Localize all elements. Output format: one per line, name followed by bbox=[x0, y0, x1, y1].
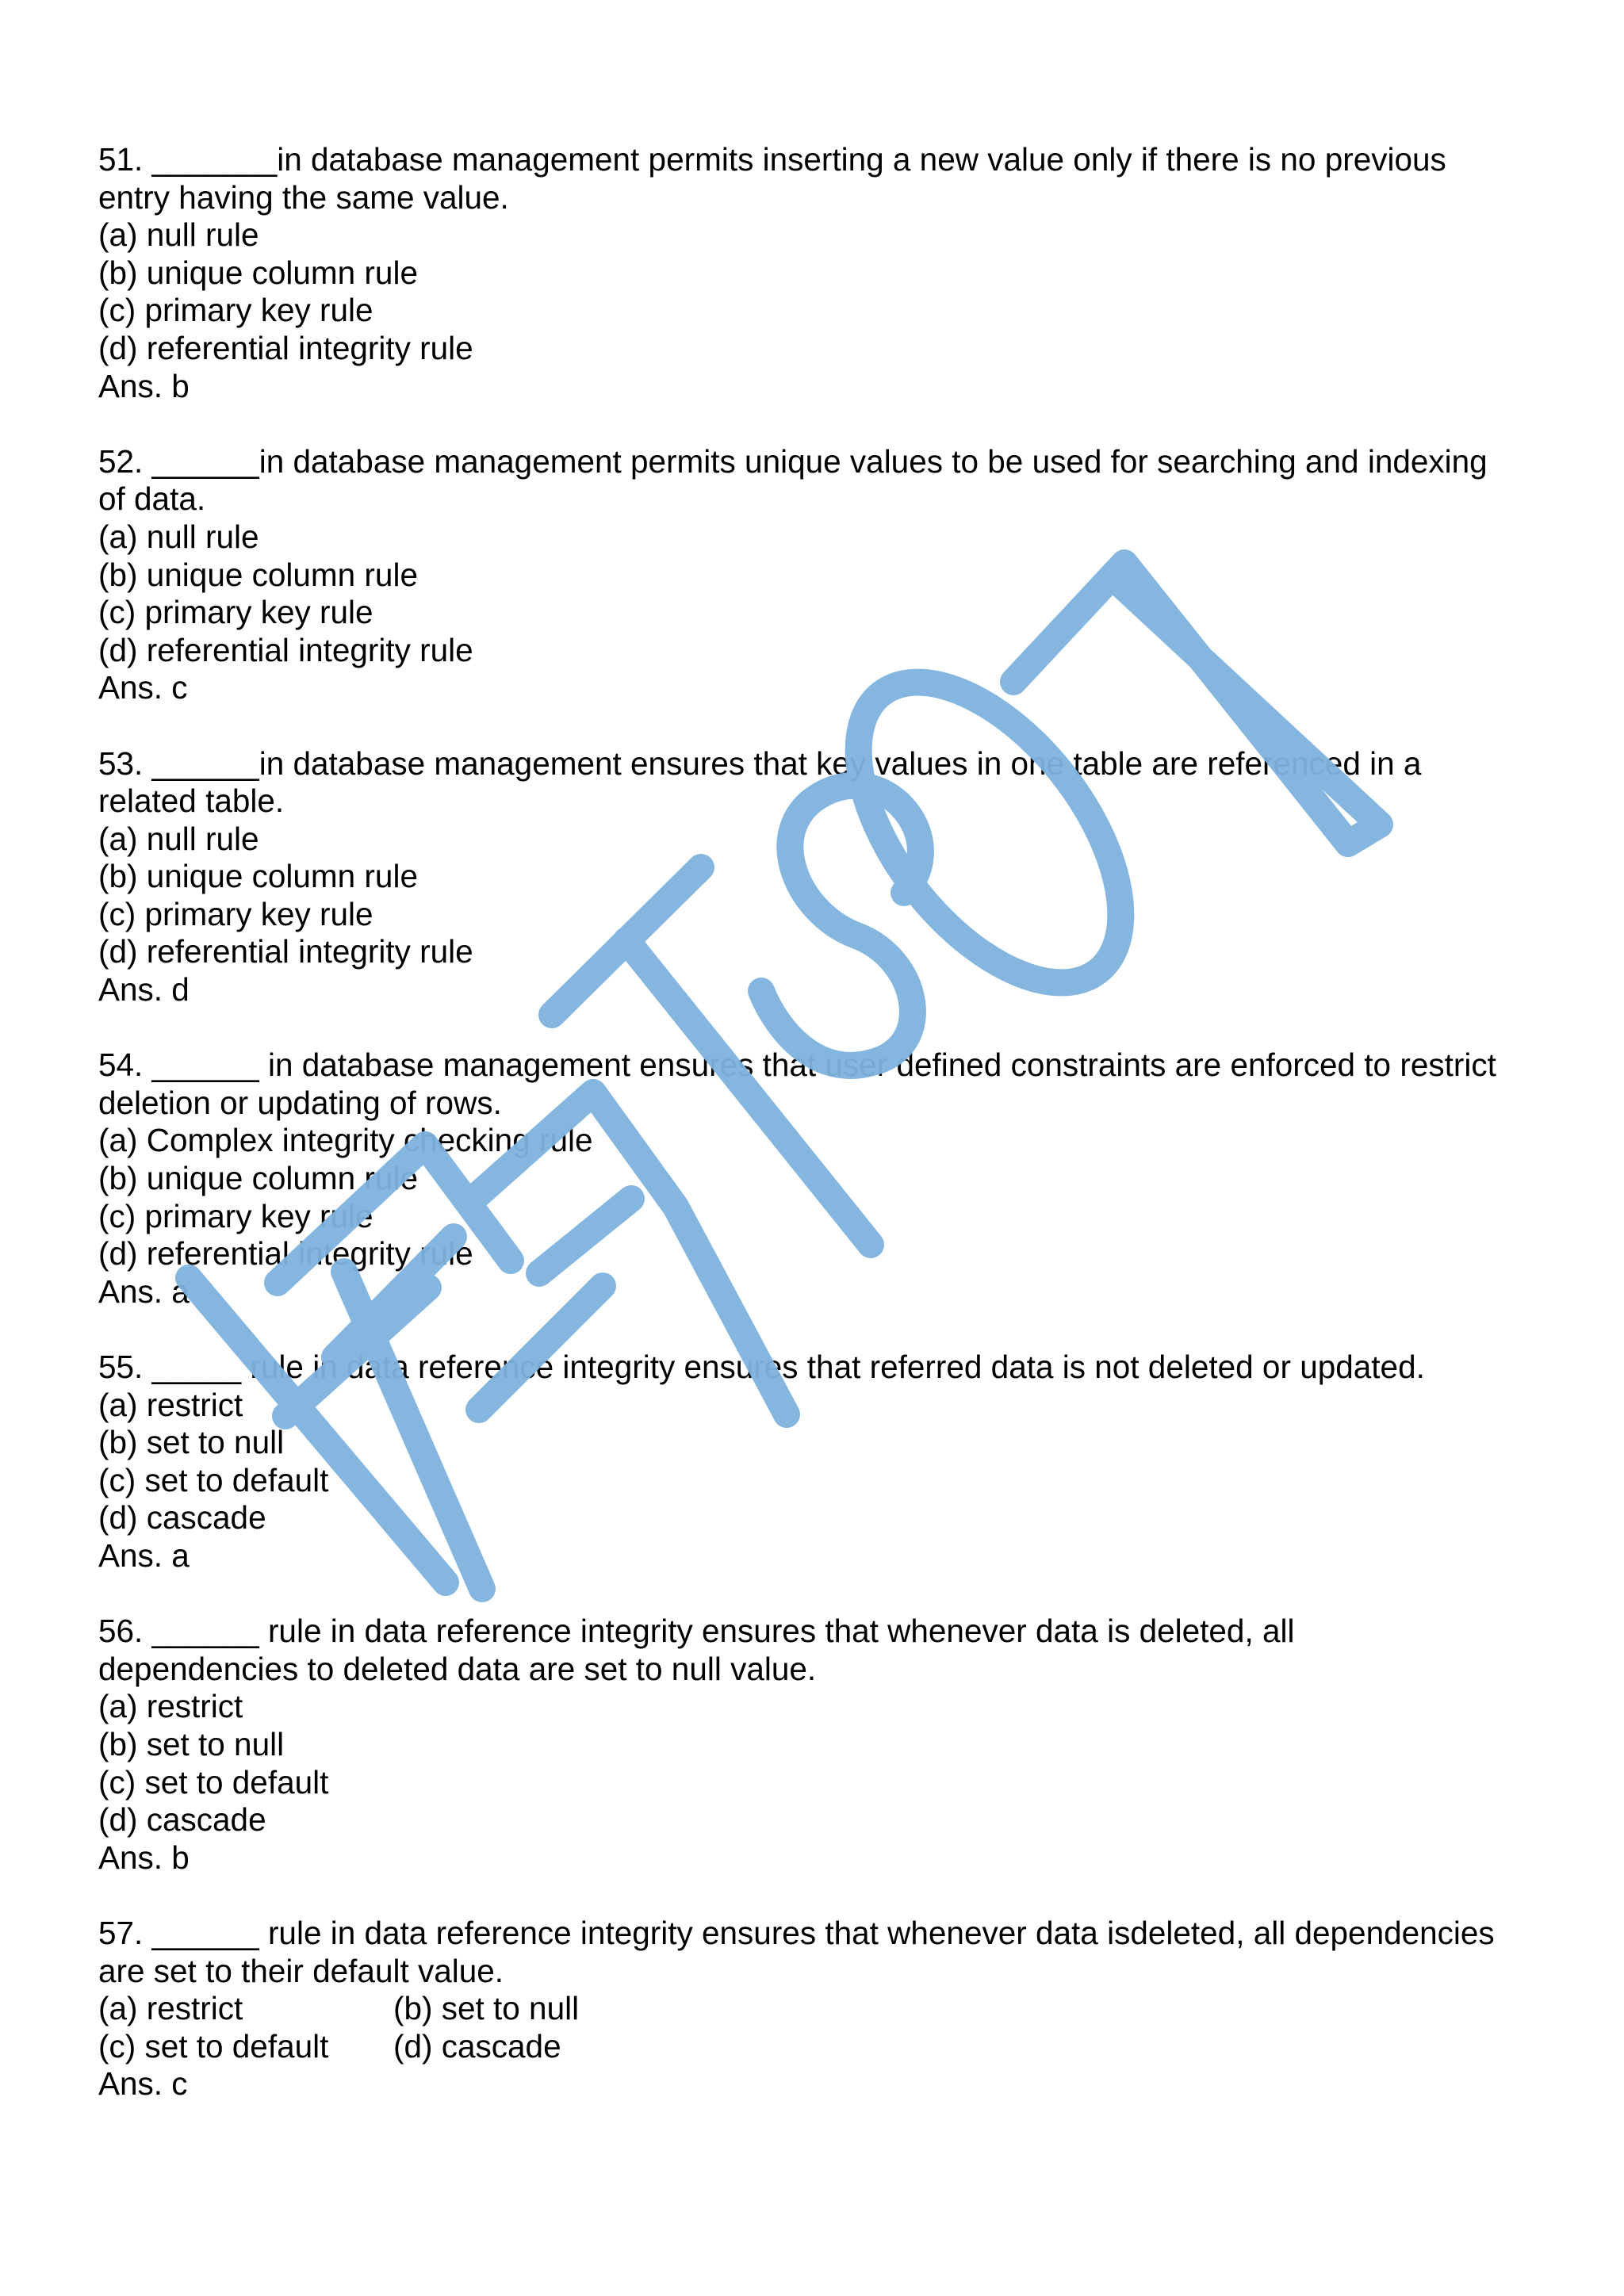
option-c: (c) set to default bbox=[98, 2027, 329, 2064]
option-b: (b) set to null bbox=[98, 1725, 285, 1762]
option-b: (b) set to null bbox=[98, 1424, 285, 1461]
question-stem-line: deletion or updating of rows. bbox=[98, 1084, 502, 1121]
answer: Ans. a bbox=[98, 1272, 190, 1310]
question-53 bbox=[98, 745, 1542, 1009]
answer: Ans. d bbox=[98, 971, 190, 1008]
question-stem-line: 53. ______in database management ensures that key values in one table are referenced in a bbox=[98, 744, 1422, 782]
option-b: (b) unique column rule bbox=[98, 254, 418, 291]
question-55 bbox=[98, 1349, 1542, 1575]
option-a: (a) restrict bbox=[98, 1386, 243, 1423]
option-d: (d) referential integrity rule bbox=[98, 1235, 473, 1272]
question-stem-line: are set to their default value. bbox=[98, 1952, 504, 1989]
option-c: (c) primary key rule bbox=[98, 292, 373, 329]
option-d: (d) referential integrity rule bbox=[98, 933, 473, 970]
answer: Ans. a bbox=[98, 1536, 190, 1574]
option-b: (b) set to null bbox=[393, 1990, 580, 2027]
question-56 bbox=[98, 1613, 1542, 1877]
question-54 bbox=[98, 1047, 1542, 1311]
question-stem-line: 56. ______ rule in data reference integrity ensures that whenever data is deleted, all bbox=[98, 1613, 1295, 1650]
option-d: (d) referential integrity rule bbox=[98, 631, 473, 668]
question-list bbox=[98, 141, 1542, 2141]
option-row bbox=[98, 2028, 1542, 2066]
answer: Ans. b bbox=[98, 367, 190, 404]
question-57 bbox=[98, 1915, 1542, 2103]
option-d: (d) cascade bbox=[98, 1499, 266, 1536]
option-b: (b) unique column rule bbox=[98, 1160, 418, 1197]
option-c: (c) primary key rule bbox=[98, 594, 373, 631]
option-c: (c) primary key rule bbox=[98, 895, 373, 932]
answer: Ans. c bbox=[98, 669, 188, 706]
option-b: (b) unique column rule bbox=[98, 556, 418, 593]
answer: Ans. b bbox=[98, 1839, 190, 1876]
option-d: (d) referential integrity rule bbox=[98, 329, 473, 366]
option-a: (a) null rule bbox=[98, 820, 259, 857]
question-stem-line: 57. ______ rule in data reference integrity ensures that whenever data isdeleted, all dependencies bbox=[98, 1914, 1495, 1951]
option-a: (a) restrict bbox=[98, 1688, 243, 1725]
option-d: (d) cascade bbox=[393, 2027, 561, 2064]
question-stem-line: 54. ______ in database management ensures that user defined constraints are enforced to restrict bbox=[98, 1047, 1496, 1084]
question-52 bbox=[98, 443, 1542, 707]
option-b: (b) unique column rule bbox=[98, 858, 418, 895]
question-stem-line: of data. bbox=[98, 480, 206, 518]
question-51 bbox=[98, 141, 1542, 405]
option-c: (c) set to default bbox=[98, 1763, 329, 1800]
question-stem-line: related table. bbox=[98, 783, 285, 820]
question-stem-line: 52. ______in database management permits unique values to be used for searching and indexing bbox=[98, 442, 1488, 480]
question-stem-line: 51. _______in database management permits inserting a new value only if there is no previous bbox=[98, 141, 1446, 178]
question-stem-line: dependencies to deleted data are set to null value. bbox=[98, 1650, 817, 1687]
option-c: (c) set to default bbox=[98, 1461, 329, 1498]
option-a: (a) null rule bbox=[98, 216, 259, 254]
option-c: (c) primary key rule bbox=[98, 1197, 373, 1234]
option-row bbox=[98, 1990, 1542, 2028]
option-a: (a) restrict bbox=[98, 1990, 243, 2027]
option-a: (a) Complex integrity checking rule bbox=[98, 1122, 593, 1159]
question-stem-line: 55. _____ rule in data reference integrity ensures that referred data is not deleted or updated. bbox=[98, 1349, 1425, 1385]
option-d: (d) cascade bbox=[98, 1801, 266, 1839]
question-stem-line: entry having the same value. bbox=[98, 178, 509, 216]
option-a: (a) null rule bbox=[98, 518, 259, 555]
answer: Ans. c bbox=[98, 2065, 188, 2103]
